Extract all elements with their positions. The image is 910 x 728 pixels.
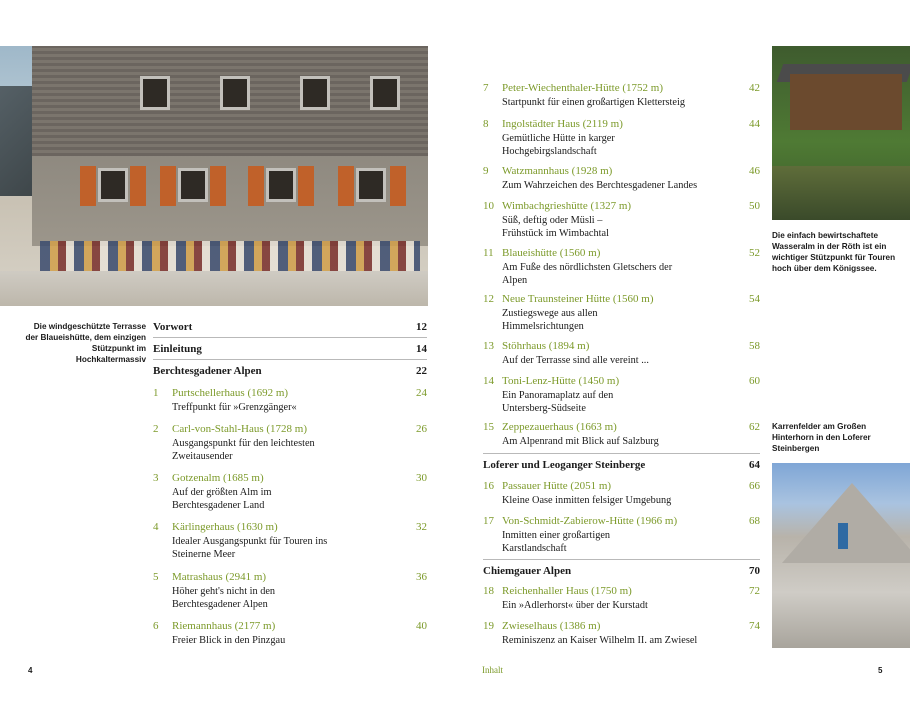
toc-entry-description: Startpunkt für einen großartigen Klettersteig bbox=[502, 97, 686, 108]
divider bbox=[153, 337, 427, 338]
photo-caption-cabin: Die einfach bewirtschaftete Wasseralm in der Röth ist ein wichtiger Stützpunkt für Touren hoch über dem Königssee. bbox=[772, 231, 896, 273]
running-footer-label: Inhalt bbox=[482, 665, 503, 675]
toc-entry-number: 3 bbox=[153, 472, 159, 484]
toc-entry-description: Zum Wahrzeichen des Berchtesgadener Landes bbox=[502, 180, 698, 191]
toc-entry-page: 24 bbox=[416, 387, 427, 399]
toc-entry-page: 54 bbox=[749, 293, 760, 305]
toc-entry-number: 14 bbox=[483, 375, 494, 387]
toc-entry-description: Treffpunkt für »Grenzgänger« bbox=[172, 402, 297, 413]
toc-section-title: Vorwort bbox=[153, 321, 193, 333]
toc-entry-page: 44 bbox=[749, 118, 760, 130]
toc-entry-page: 32 bbox=[416, 521, 427, 533]
toc-entry-page: 30 bbox=[416, 472, 427, 484]
toc-section-title: Loferer und Leoganger Steinberge bbox=[483, 459, 646, 471]
toc-entry-description: Süß, deftig oder Müsli – Frühstück im Wimbachtal bbox=[502, 215, 609, 239]
toc-entry-title: Peter-Wiechenthaler-Hütte (1752 m) bbox=[502, 82, 663, 94]
toc-entry-title: Watzmannhaus (1928 m) bbox=[502, 165, 613, 177]
karrenfelder-photo bbox=[772, 463, 910, 648]
toc-entry-description: Freier Blick in den Pinzgau bbox=[172, 635, 286, 646]
toc-entry-number: 17 bbox=[483, 515, 494, 527]
toc-entry-page: 62 bbox=[749, 421, 760, 433]
toc-entry-description: Idealer Ausgangspunkt für Touren ins Steinerne Meer bbox=[172, 536, 328, 560]
toc-entry-title: Zwieselhaus (1386 m) bbox=[502, 620, 601, 632]
toc-entry-description: Kleine Oase inmitten felsiger Umgebung bbox=[502, 495, 672, 506]
toc-entry-number: 12 bbox=[483, 293, 494, 305]
photo-caption-rock: Karrenfelder am Großen Hinterhorn in den Loferer Steinbergen bbox=[772, 422, 871, 453]
toc-entry-title: Reichenhaller Haus (1750 m) bbox=[502, 585, 632, 597]
toc-section-page: 12 bbox=[416, 321, 427, 333]
toc-section-page: 70 bbox=[749, 565, 760, 577]
toc-entry-number: 9 bbox=[483, 165, 489, 177]
toc-section-page: 22 bbox=[416, 365, 427, 377]
toc-entry-title: Ingolstädter Haus (2119 m) bbox=[502, 118, 623, 130]
toc-section-page: 64 bbox=[749, 459, 760, 471]
page-number-left: 4 bbox=[28, 666, 33, 675]
toc-entry-page: 40 bbox=[416, 620, 427, 632]
toc-entry-number: 5 bbox=[153, 571, 159, 583]
toc-entry-title: Passauer Hütte (2051 m) bbox=[502, 480, 612, 492]
toc-entry-description: Inmitten einer großartigen Karstlandschaft bbox=[502, 530, 611, 554]
toc-entry-number: 4 bbox=[153, 521, 159, 533]
toc-entry-title: Carl-von-Stahl-Haus (1728 m) bbox=[172, 423, 308, 435]
toc-entry-description: Höher geht's nicht in den Berchtesgadener Alpen bbox=[172, 586, 276, 610]
toc-entry-title: Neue Traunsteiner Hütte (1560 m) bbox=[502, 293, 654, 305]
page-number-right: 5 bbox=[878, 666, 883, 675]
toc-entry-number: 19 bbox=[483, 620, 494, 632]
divider bbox=[483, 559, 760, 560]
toc-section-page: 14 bbox=[416, 343, 427, 355]
toc-entry-page: 68 bbox=[749, 515, 760, 527]
toc-entry-number: 10 bbox=[483, 200, 494, 212]
toc-entry-description: Reminiszenz an Kaiser Wilhelm II. am Zwiesel bbox=[502, 635, 698, 646]
divider bbox=[153, 359, 427, 360]
toc-entry-number: 8 bbox=[483, 118, 489, 130]
toc-entry-description: Ausgangspunkt für den leichtesten Zweitausender bbox=[172, 438, 315, 462]
toc-entry-number: 6 bbox=[153, 620, 159, 632]
toc-entry-page: 66 bbox=[749, 480, 760, 492]
wasseralm-cabin-photo bbox=[772, 46, 910, 220]
toc-section-title: Einleitung bbox=[153, 343, 202, 355]
toc-entry-page: 46 bbox=[749, 165, 760, 177]
toc-entry-title: Blaueishütte (1560 m) bbox=[502, 247, 601, 259]
toc-entry-number: 1 bbox=[153, 387, 159, 399]
divider bbox=[483, 453, 760, 454]
toc-entry-page: 36 bbox=[416, 571, 427, 583]
toc-entry-description: Ein Panoramaplatz auf den Untersberg-Südseite bbox=[502, 390, 614, 414]
toc-entry-description: Auf der größten Alm im Berchtesgadener Land bbox=[172, 487, 272, 511]
toc-entry-title: Toni-Lenz-Hütte (1450 m) bbox=[502, 375, 620, 387]
toc-entry-title: Matrashaus (2941 m) bbox=[172, 571, 267, 583]
toc-entry-page: 58 bbox=[749, 340, 760, 352]
toc-entry-page: 50 bbox=[749, 200, 760, 212]
toc-entry-number: 18 bbox=[483, 585, 494, 597]
toc-entry-number: 13 bbox=[483, 340, 494, 352]
toc-section-title: Berchtesgadener Alpen bbox=[153, 365, 262, 377]
toc-entry-number: 15 bbox=[483, 421, 494, 433]
toc-entry-title: Zeppezauerhaus (1663 m) bbox=[502, 421, 617, 433]
toc-entry-title: Stöhrhaus (1894 m) bbox=[502, 340, 590, 352]
toc-entry-title: Kärlingerhaus (1630 m) bbox=[172, 521, 278, 533]
toc-entry-description: Am Alpenrand mit Blick auf Salzburg bbox=[502, 436, 659, 447]
toc-entry-number: 11 bbox=[483, 247, 494, 259]
toc-entry-page: 74 bbox=[749, 620, 760, 632]
toc-entry-description: Zustiegswege aus allen Himmelsrichtungen bbox=[502, 308, 598, 332]
toc-entry-page: 26 bbox=[416, 423, 427, 435]
toc-entry-page: 60 bbox=[749, 375, 760, 387]
photo-caption-hut: Die windgeschützte Terrasse der Blaueishütte, dem einzigen Stützpunkt im Hochkaltermassiv bbox=[25, 322, 146, 364]
toc-entry-page: 52 bbox=[749, 247, 760, 259]
toc-entry-description: Gemütliche Hütte in karger Hochgebirgslandschaft bbox=[502, 133, 615, 157]
toc-entry-number: 2 bbox=[153, 423, 159, 435]
toc-entry-title: Riemannhaus (2177 m) bbox=[172, 620, 276, 632]
toc-entry-number: 16 bbox=[483, 480, 494, 492]
toc-entry-description: Auf der Terrasse sind alle vereint ... bbox=[502, 355, 649, 366]
toc-entry-page: 72 bbox=[749, 585, 760, 597]
hut-terrace-photo bbox=[0, 46, 428, 306]
toc-entry-title: Von-Schmidt-Zabierow-Hütte (1966 m) bbox=[502, 515, 678, 527]
toc-entry-title: Gotzenalm (1685 m) bbox=[172, 472, 264, 484]
toc-section-title: Chiemgauer Alpen bbox=[483, 565, 572, 577]
toc-entry-number: 7 bbox=[483, 82, 489, 94]
toc-entry-title: Purtschellerhaus (1692 m) bbox=[172, 387, 289, 399]
toc-entry-title: Wimbachgrieshütte (1327 m) bbox=[502, 200, 632, 212]
toc-entry-description: Am Fuße des nördlichsten Gletschers der Alpen bbox=[502, 262, 673, 286]
toc-entry-description: Ein »Adlerhorst« über der Kurstadt bbox=[502, 600, 648, 611]
toc-entry-page: 42 bbox=[749, 82, 760, 94]
